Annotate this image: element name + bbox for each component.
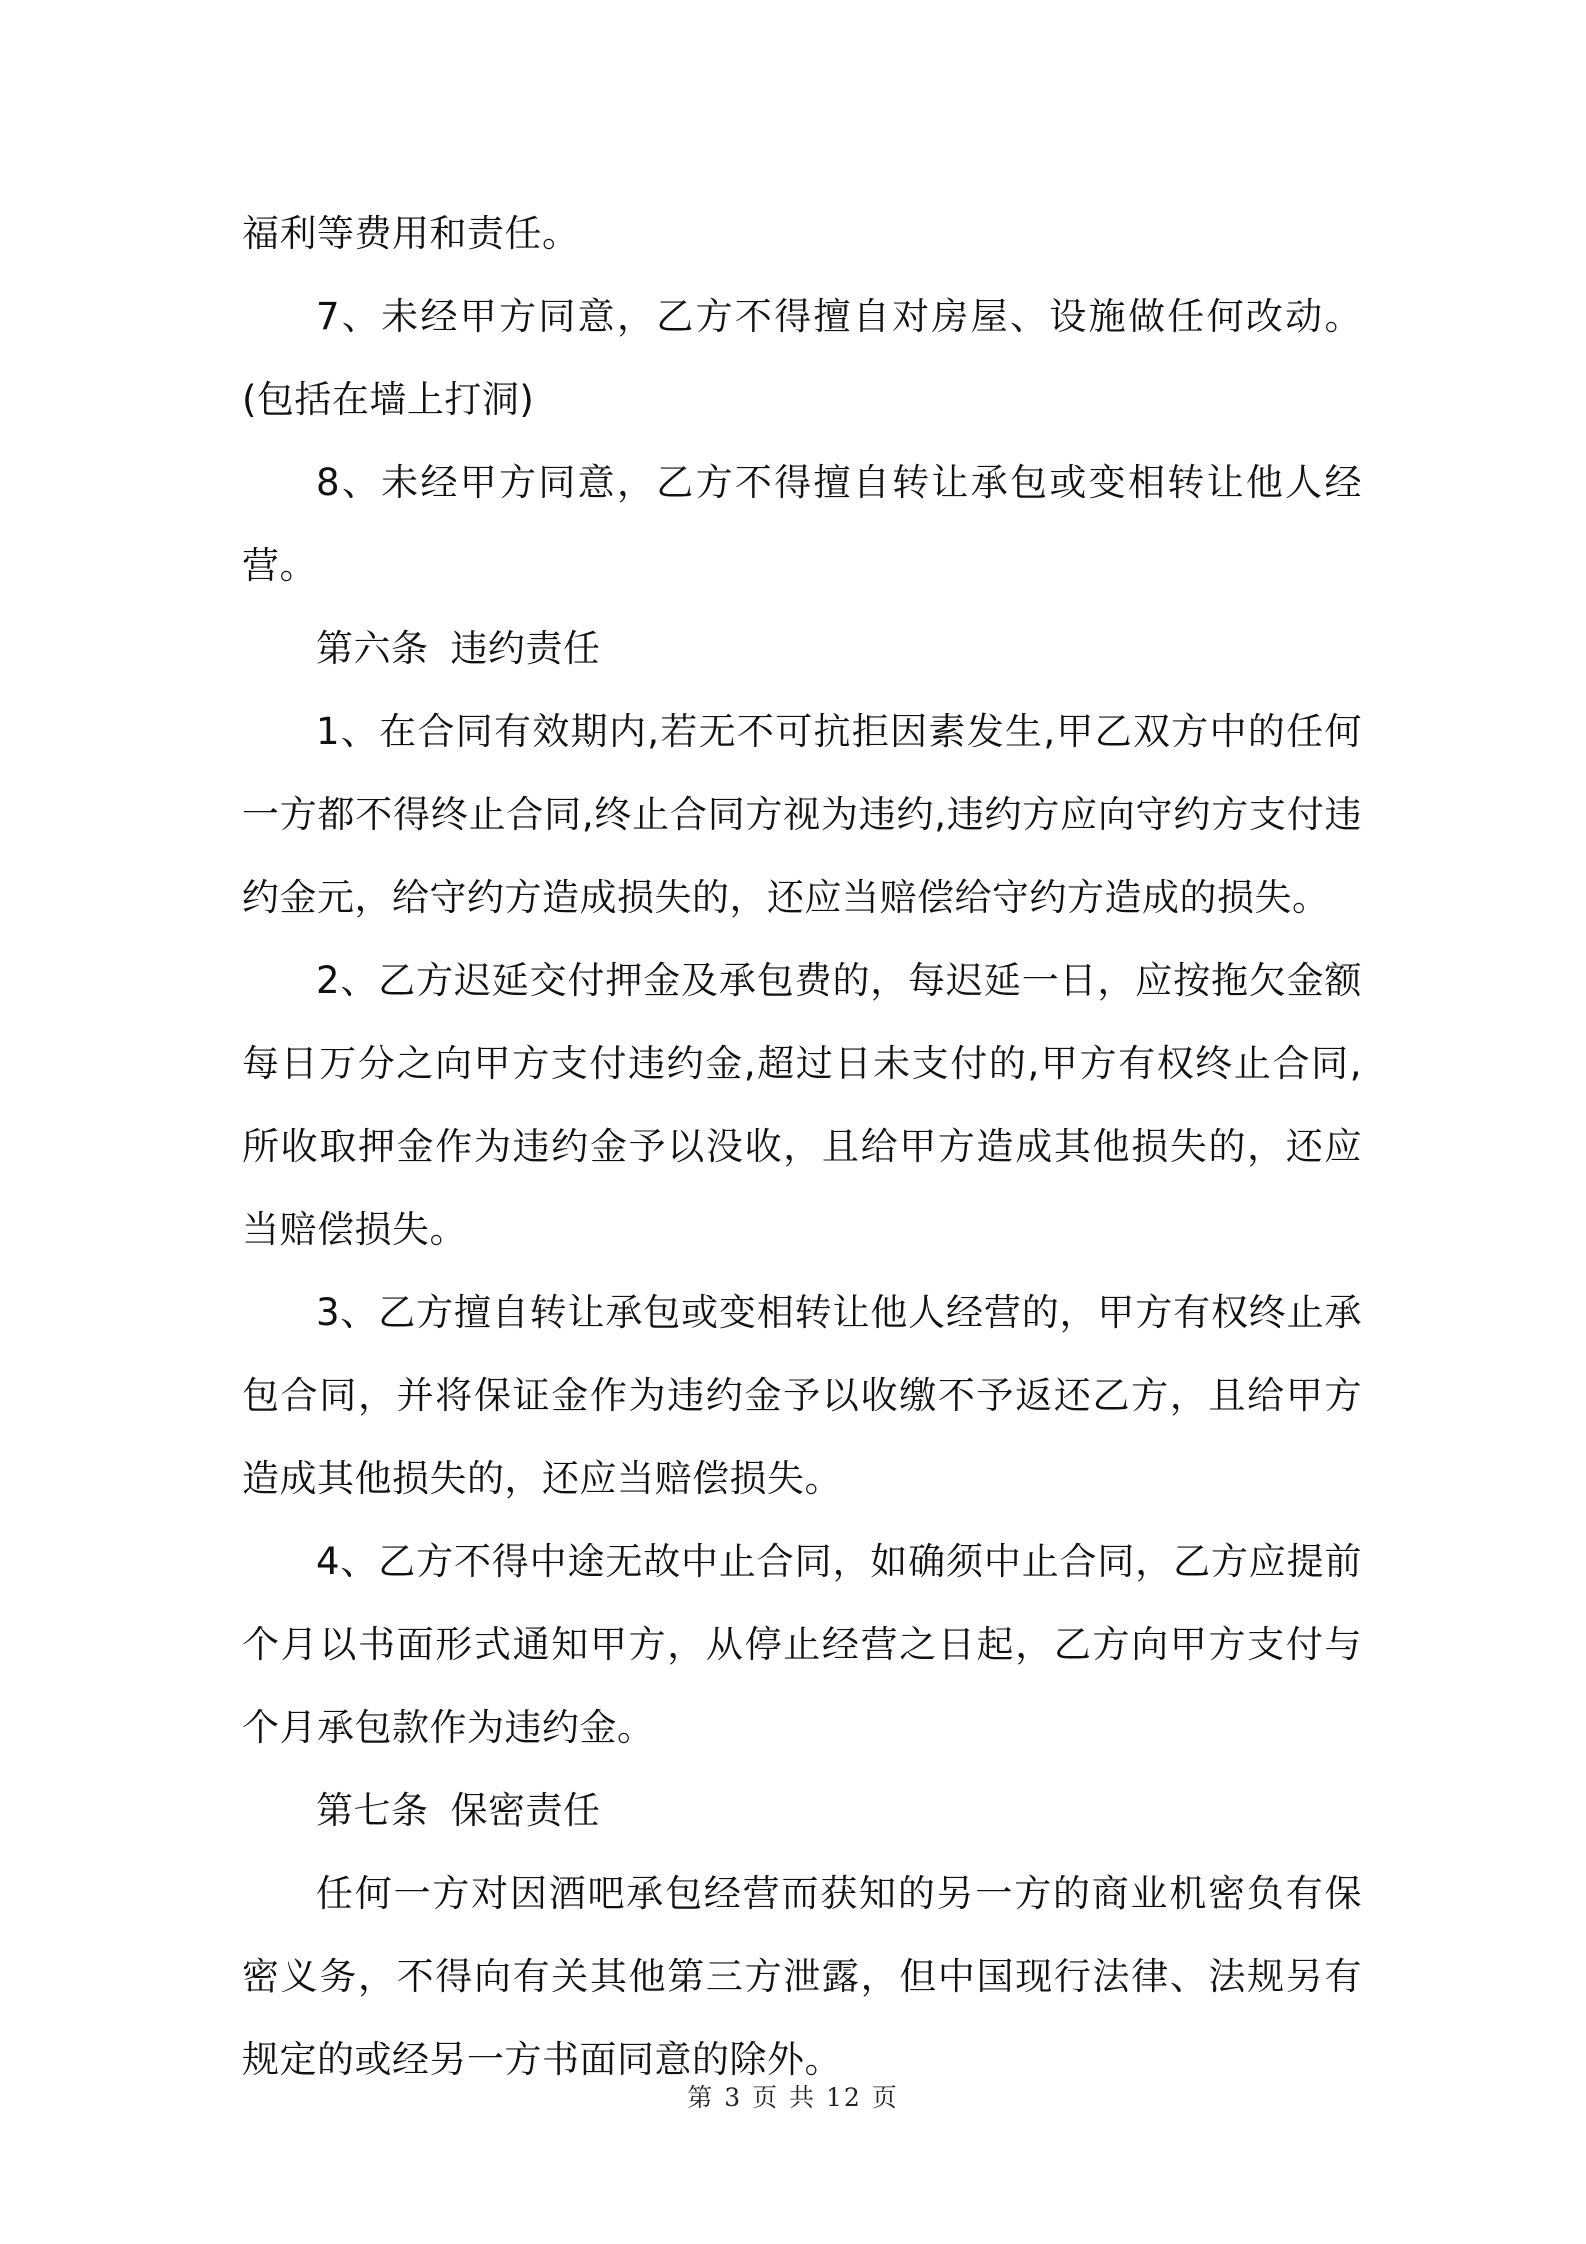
breach-clause-1: 1、在合同有效期内,若无不可抗拒因素发生,甲乙双方中的任何一方都不得终止合同,终止合同方视为违约,违约方应向守约方支付违约金元，给守约方造成损失的，还应当赔偿给守约方造成的损失。 (242, 710, 1362, 919)
article-6-title: 违约责任 (450, 627, 601, 670)
article-7-heading (242, 1769, 1362, 1852)
article-6-heading (242, 607, 1362, 690)
breach-clause-3: 3、乙方擅自转让承包或变相转让他人经营的，甲方有权终止承包合同，并将保证金作为违约金予以收缴不予返还乙方，且给甲方造成其他损失的，还应当赔偿损失。 (242, 1291, 1362, 1500)
clause-7: 7、未经甲方同意，乙方不得擅自对房屋、设施做任何改动。(包括在墙上打洞) (242, 295, 1362, 421)
confidentiality-clause: 任何一方对因酒吧承包经营而获知的另一方的商业机密负有保密义务，不得向有关其他第三方泄露，但中国现行法律、法规另有规定的或经另一方书面同意的除外。 (242, 1872, 1362, 2081)
article-7-title: 保密责任 (450, 1789, 601, 1832)
page-footer: 第 3 页 共 12 页 (687, 2083, 899, 2112)
paragraph-continuation: 福利等费用和责任。 (242, 212, 580, 255)
article-6-number: 第六条 (316, 627, 429, 670)
document-body (242, 192, 1362, 2101)
article-7-number: 第七条 (316, 1789, 429, 1832)
breach-clause-2: 2、乙方迟延交付押金及承包费的，每迟延一日，应按拖欠金额每日万分之向甲方支付违约金,超过日未支付的,甲方有权终止合同,所收取押金作为违约金予以没收，且给甲方造成其他损失的，还应当赔偿损失。 (242, 959, 1362, 1251)
breach-clause-4: 4、乙方不得中途无故中止合同，如确须中止合同，乙方应提前个月以书面形式通知甲方，从停止经营之日起，乙方向甲方支付与个月承包款作为违约金。 (242, 1540, 1362, 1749)
clause-8: 8、未经甲方同意，乙方不得擅自转让承包或变相转让他人经营。 (242, 461, 1362, 587)
